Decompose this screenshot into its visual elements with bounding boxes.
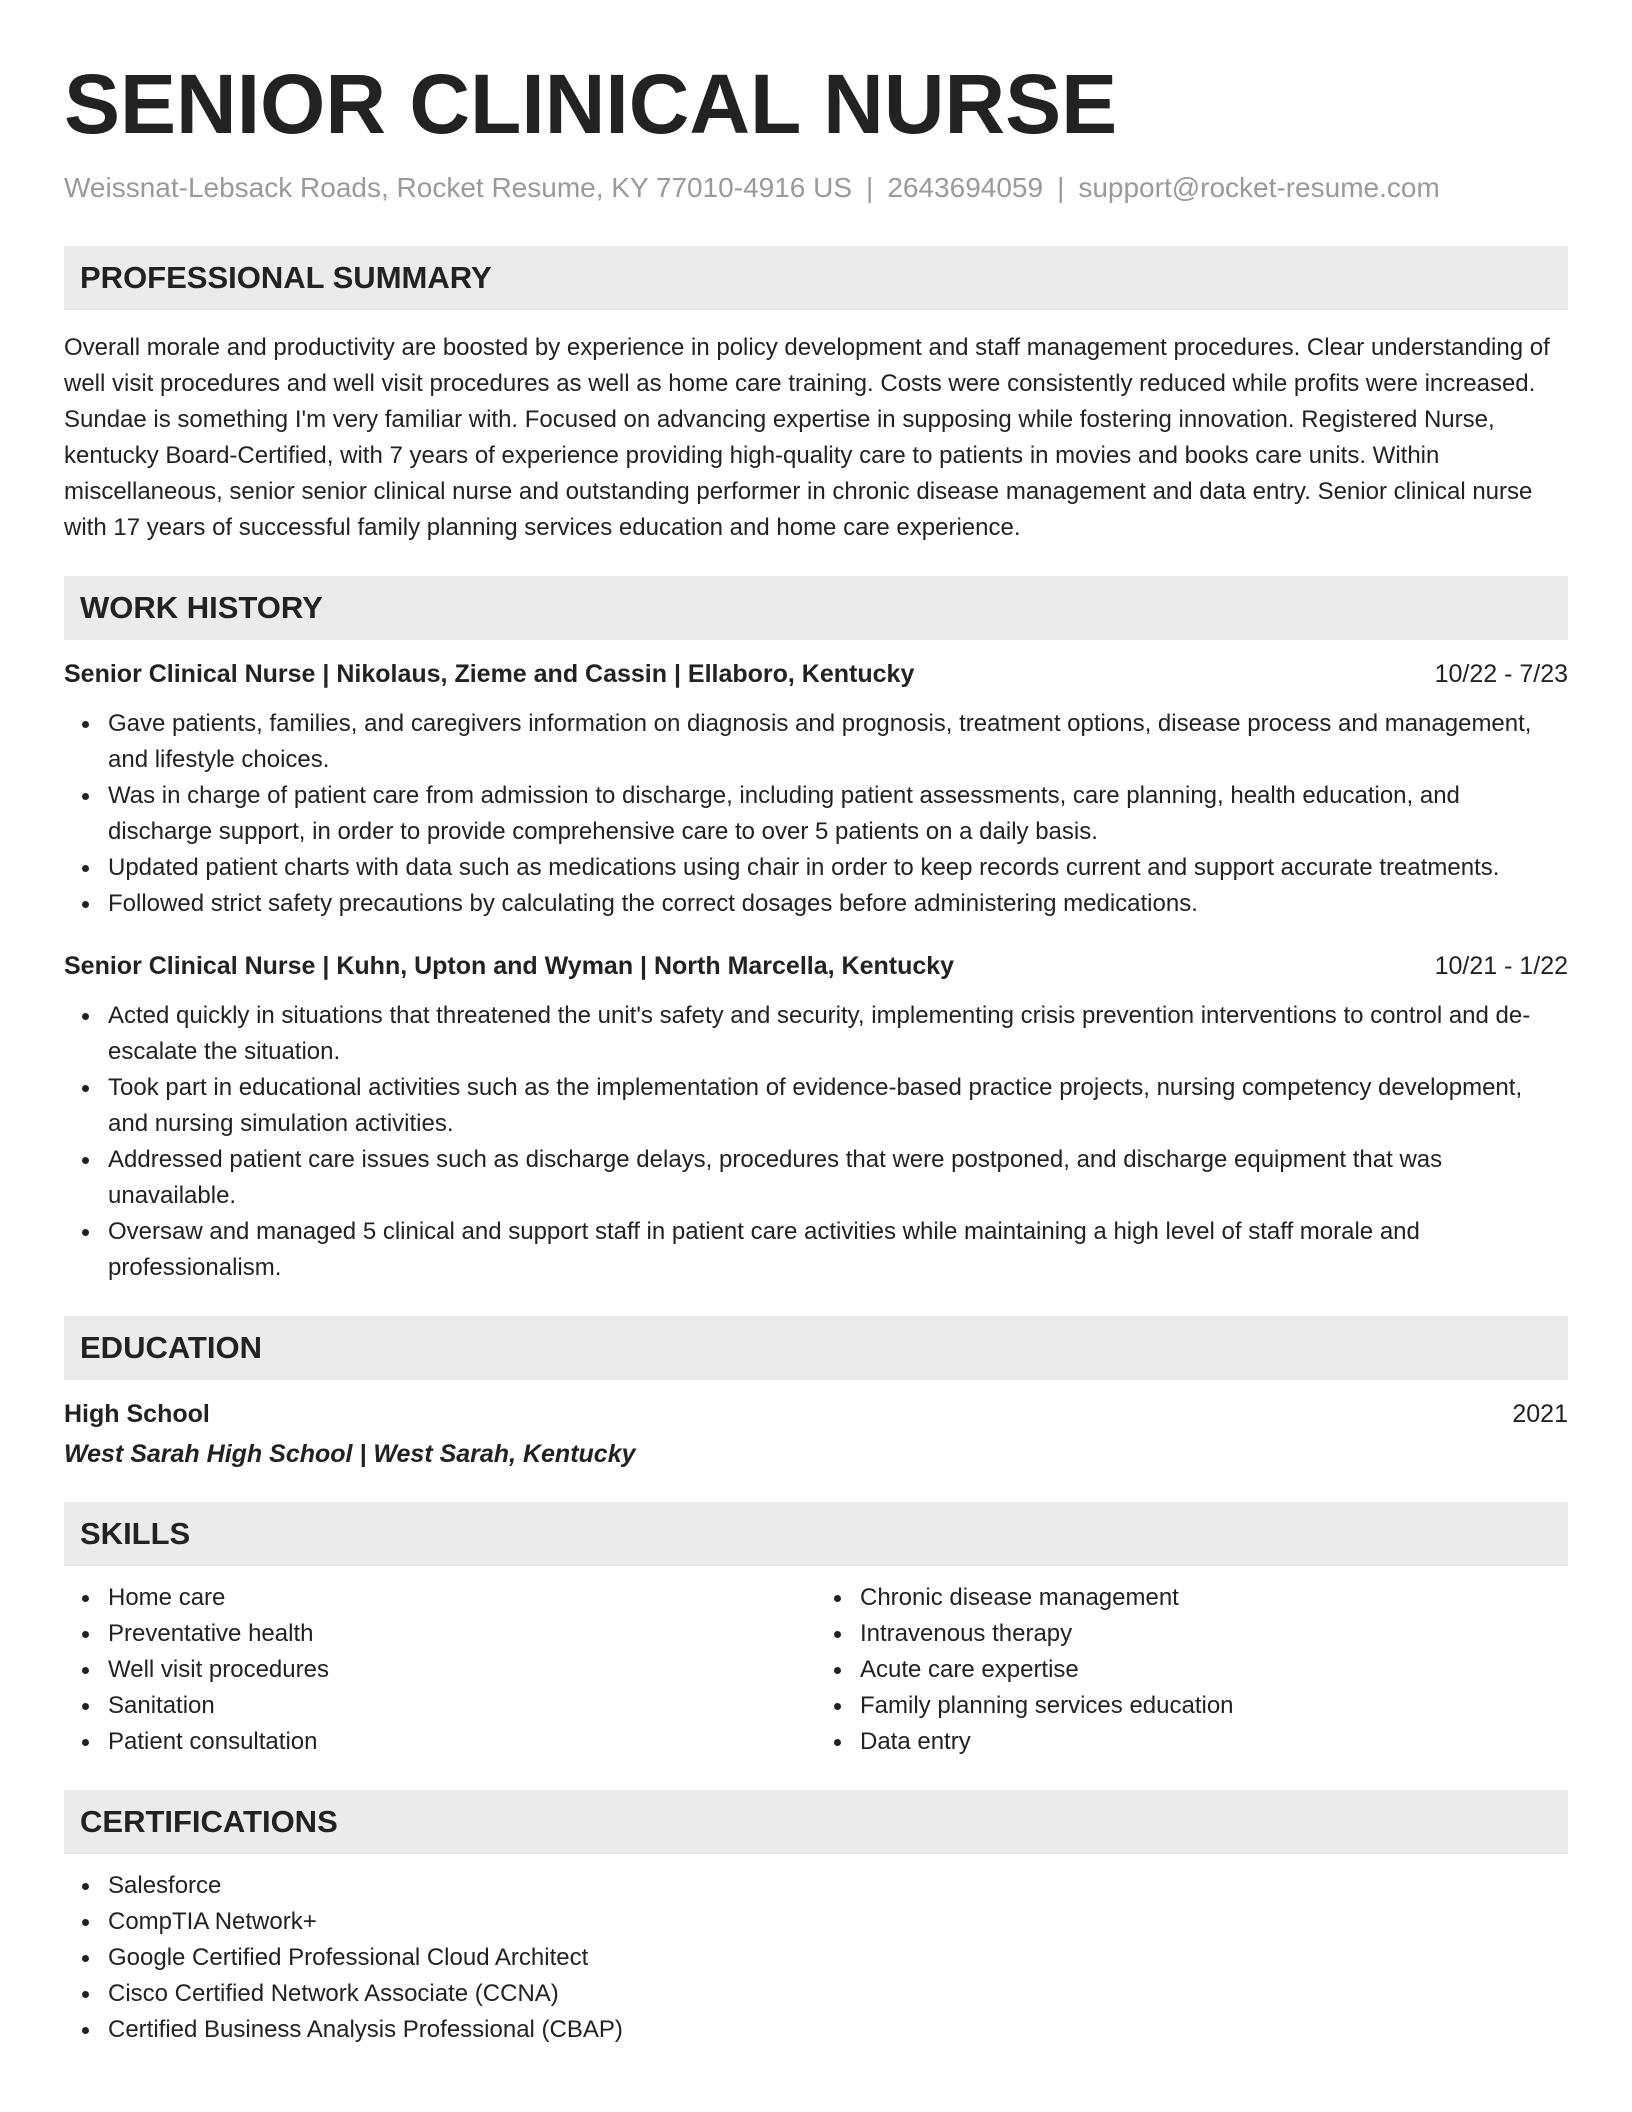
education-year: 2021: [1512, 1400, 1568, 1428]
job-bullets: [64, 998, 1568, 1286]
section-header-summary: PROFESSIONAL SUMMARY: [64, 246, 1568, 310]
skill-item: Preventative health: [108, 1616, 816, 1652]
section-header-certifications: CERTIFICATIONS: [64, 1790, 1568, 1854]
education-degree: High School: [64, 1400, 210, 1428]
job-title: Senior Clinical Nurse | Kuhn, Upton and Wyman | North Marcella, Kentucky: [64, 952, 955, 980]
job-bullet: Addressed patient care issues such as discharge delays, procedures that were postponed, and discharge equipment that was unavailable.: [108, 1142, 1568, 1214]
certification-item: Certified Business Analysis Professional (CBAP): [108, 2012, 1568, 2048]
contact-line: [64, 168, 1568, 208]
section-header-work-history: WORK HISTORY: [64, 576, 1568, 640]
education-school: West Sarah High School | West Sarah, Kentucky: [64, 1440, 636, 1468]
job-dates: 10/22 - 7/23: [1434, 660, 1568, 688]
job-bullets: [64, 706, 1568, 922]
job-bullet: Acted quickly in situations that threatened the unit's safety and security, implementing crisis prevention interventions to control and de-escalate the situation.: [108, 998, 1568, 1070]
job-bullet: Gave patients, families, and caregivers information on diagnosis and prognosis, treatment options, disease process and management, and lifestyle choices.: [108, 706, 1568, 778]
contact-email: support@rocket-resume.com: [1078, 172, 1440, 203]
contact-separator: |: [866, 172, 874, 203]
summary-text: Overall morale and productivity are boosted by experience in policy development and staff management procedures. Clear understanding of well visit procedures and well visit procedures as well as home care training. Costs were consistently reduced while profits were increased. Sundae is something I'm very familiar with. Focused on advancing expertise in supposing while fostering innovation. Registered Nurse, kentucky Board-Certified, with 7 years of experience providing high-quality care to patients in movies and books care units. Within miscellaneous, senior senior clinical nurse and outstanding performer in chronic disease management and data entry. Senior clinical nurse with 17 years of successful family planning services education and home care experience.: [64, 334, 1550, 541]
certification-item: Salesforce: [108, 1868, 1568, 1904]
job-entry: [64, 656, 1568, 922]
contact-separator: |: [1057, 172, 1065, 203]
job-bullet: Oversaw and managed 5 clinical and support staff in patient care activities while maintaining a high level of staff morale and professionalism.: [108, 1214, 1568, 1286]
job-title: Senior Clinical Nurse | Nikolaus, Zieme and Cassin | Ellaboro, Kentucky: [64, 660, 915, 688]
job-bullet: Was in charge of patient care from admission to discharge, including patient assessments, care planning, health education, and discharge support, in order to provide comprehensive care to over 5 patients on a daily basis.: [108, 778, 1568, 850]
skill-item: Well visit procedures: [108, 1652, 816, 1688]
education-heading-row: [64, 1396, 1568, 1432]
job-bullet: Updated patient charts with data such as medications using chair in order to keep records current and support accurate treatments.: [108, 850, 1568, 886]
certification-item: CompTIA Network+: [108, 1904, 1568, 1940]
job-dates: 10/21 - 1/22: [1434, 952, 1568, 980]
skill-item: Home care: [108, 1580, 816, 1616]
certification-item: Google Certified Professional Cloud Architect: [108, 1940, 1568, 1976]
skills-column-right: [816, 1580, 1568, 1760]
certification-item: Cisco Certified Network Associate (CCNA): [108, 1976, 1568, 2012]
skill-item: Acute care expertise: [860, 1652, 1568, 1688]
job-bullet: Followed strict safety precautions by calculating the correct dosages before administering medications.: [108, 886, 1568, 922]
job-heading-row: [64, 656, 1568, 692]
skills-column-left: [64, 1580, 816, 1760]
contact-address: Weissnat-Lebsack Roads, Rocket Resume, KY 77010-4916 US: [64, 172, 853, 203]
candidate-name: SENIOR CLINICAL NURSE: [64, 57, 1118, 151]
section-header-education: EDUCATION: [64, 1316, 1568, 1380]
skill-item: Patient consultation: [108, 1724, 816, 1760]
skill-item: Intravenous therapy: [860, 1616, 1568, 1652]
education-entry: [64, 1396, 1568, 1472]
contact-phone: 2643694059: [887, 172, 1044, 203]
skill-item: Chronic disease management: [860, 1580, 1568, 1616]
skill-item: Sanitation: [108, 1688, 816, 1724]
job-entry: [64, 948, 1568, 1286]
job-heading-row: [64, 948, 1568, 984]
certifications-list: [64, 1868, 1568, 2048]
job-bullet: Took part in educational activities such as the implementation of evidence-based practice projects, nursing competency development, and nursing simulation activities.: [108, 1070, 1568, 1142]
skill-item: Data entry: [860, 1724, 1568, 1760]
skill-item: Family planning services education: [860, 1688, 1568, 1724]
skills-grid: [64, 1566, 1568, 1760]
section-header-skills: SKILLS: [64, 1502, 1568, 1566]
